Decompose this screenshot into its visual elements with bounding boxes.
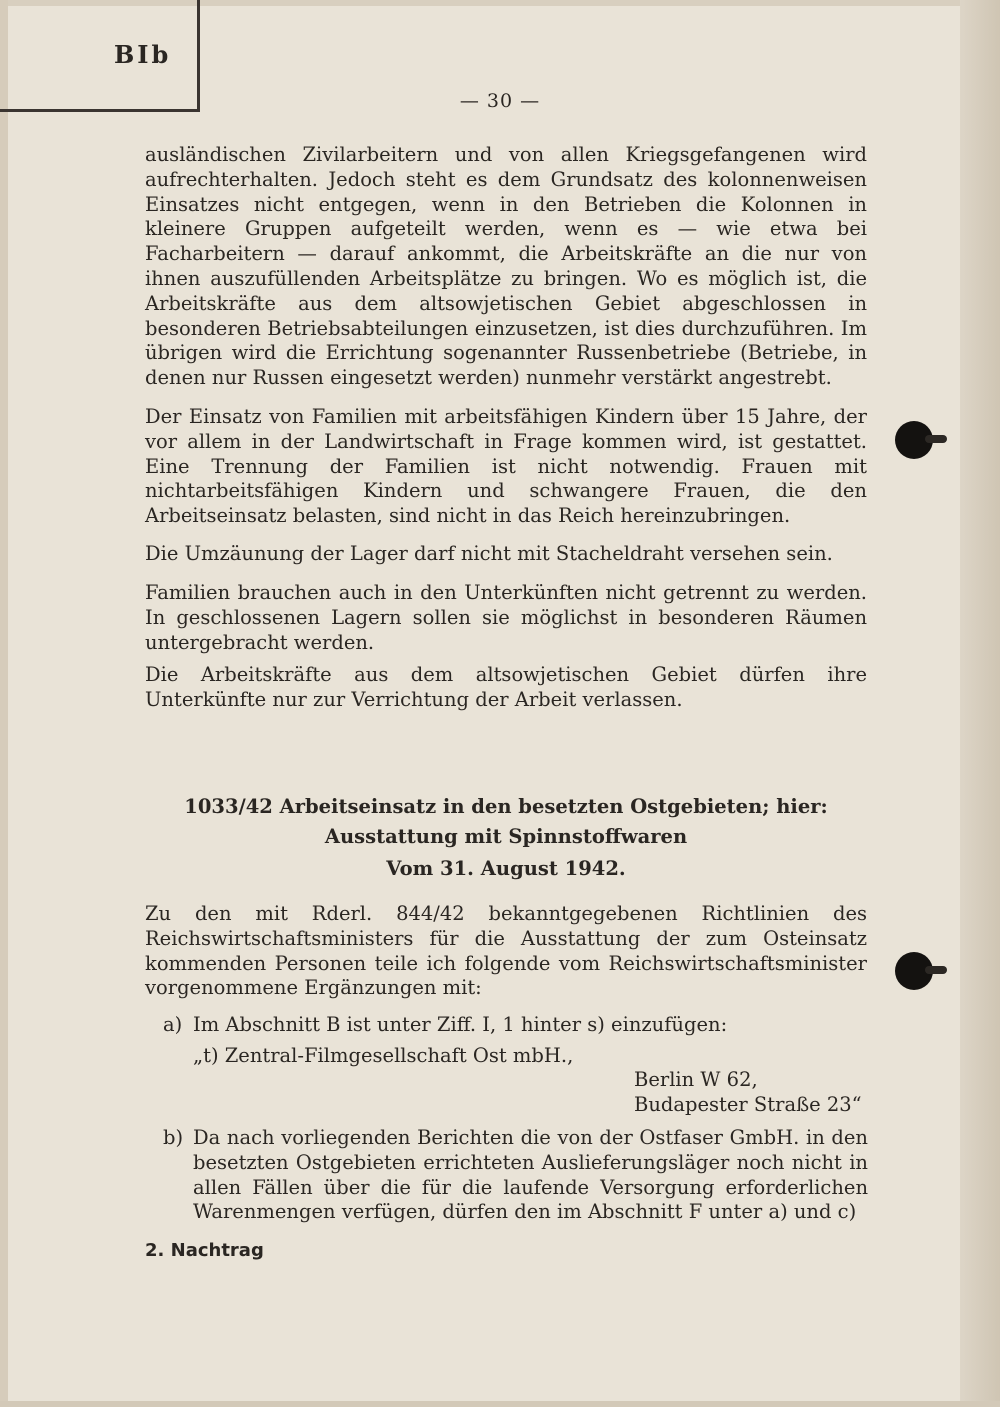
paragraph-1: ausländischen Zivilarbeitern und von allen Kriegsgefangenen wird aufrechterhalten. Jedoch steht es dem Grundsatz des kolonnenweisen Einsatzes nicht entgegen, wenn in den Betrieben die Kolonnen in kleinere Gruppen aufgeteilt werden, wenn es — wie etwa bei Facharbeitern — darauf ankommt, die Arbeitskräfte an die nur von ihnen auszufüllenden Arbeitsplätze zu bringen. Wo es möglich ist, die Arbeitskräfte aus dem altsowjetischen Gebiet abgeschlossen in besonderen Betriebsabteilungen einzusetzen, ist dies durchzuführen. Im übrigen wird die Errichtung sogenannter Russenbetriebe (Betriebe, in denen nur Russen eingesetzt werden) nunmehr verstärkt angestrebt. — [145, 143, 867, 390]
item-b-text: Da nach vorliegenden Berichten die von der Ostfaser GmbH. in den besetzten Ostgebieten errichteten Auslieferungsläger noch nicht in allen Fällen über die für die laufende Versorgung erforderlichen Warenmengen verfügen, dürfen den im Abschnitt F unter a) und c) — [193, 1126, 868, 1224]
section-heading: 1033/42 Arbeitseinsatz in den besetzten Ostgebieten; hier: Ausstattung mit Spinnstoffwaren — [184, 795, 828, 848]
punch-hole-icon — [895, 421, 933, 459]
address-line-2: Budapester Straße 23“ — [634, 1093, 862, 1116]
item-a-label: a) — [163, 1013, 183, 1036]
section-intro: Zu den mit Rderl. 844/42 bekanntgegebenen Richtlinien des Reichswirtschaftsministers für die Ausstattung der zum Osteinsatz kommenden Personen teile ich folgende vom Reichswirtschaftsminister vorgenommene Ergänzungen mit: — [145, 902, 867, 1000]
paper-edge-bottom — [0, 1401, 1000, 1407]
footer-note: 2. Nachtrag — [145, 1240, 264, 1261]
punch-hole-icon — [895, 952, 933, 990]
item-a-quote: „t) Zentral-Filmgesellschaft Ost mbH., — [193, 1044, 574, 1067]
paper-edge-right — [960, 0, 1000, 1407]
item-a-text: Im Abschnitt B ist unter Ziff. I, 1 hinter s) einzufügen: — [193, 1013, 728, 1036]
paragraph-2: Der Einsatz von Familien mit arbeitsfähigen Kindern über 15 Jahre, der vor allem in der Landwirtschaft in Frage kommen wird, ist gestattet. Eine Trennung der Familien ist nicht notwendig. Frauen mit nichtarbeitsfähigen Kindern und schwangere Frauen, die den Arbeitseinsatz belasten, sind nicht in das Reich hereinzubringen. — [145, 405, 867, 528]
paragraph-4: Familien brauchen auch in den Unterkünften nicht getrennt zu werden. In geschlossenen Lagern sollen sie möglichst in besonderen Räumen untergebracht werden. — [145, 581, 867, 654]
paragraph-5: Die Arbeitskräfte aus dem altsowjetischen Gebiet dürfen ihre Unterkünfte nur zur Verrichtung der Arbeit verlassen. — [145, 663, 867, 711]
paper-edge-left — [0, 0, 8, 1407]
item-b-label: b) — [163, 1126, 184, 1149]
paragraph-3: Die Umzäunung der Lager darf nicht mit Stacheldraht versehen sein. — [145, 542, 833, 565]
address-line-1: Berlin W 62, — [634, 1068, 758, 1091]
section-date: Vom 31. August 1942. — [386, 857, 626, 880]
stamp-label: BIb — [114, 40, 172, 69]
page-number: — 30 — — [459, 90, 541, 112]
